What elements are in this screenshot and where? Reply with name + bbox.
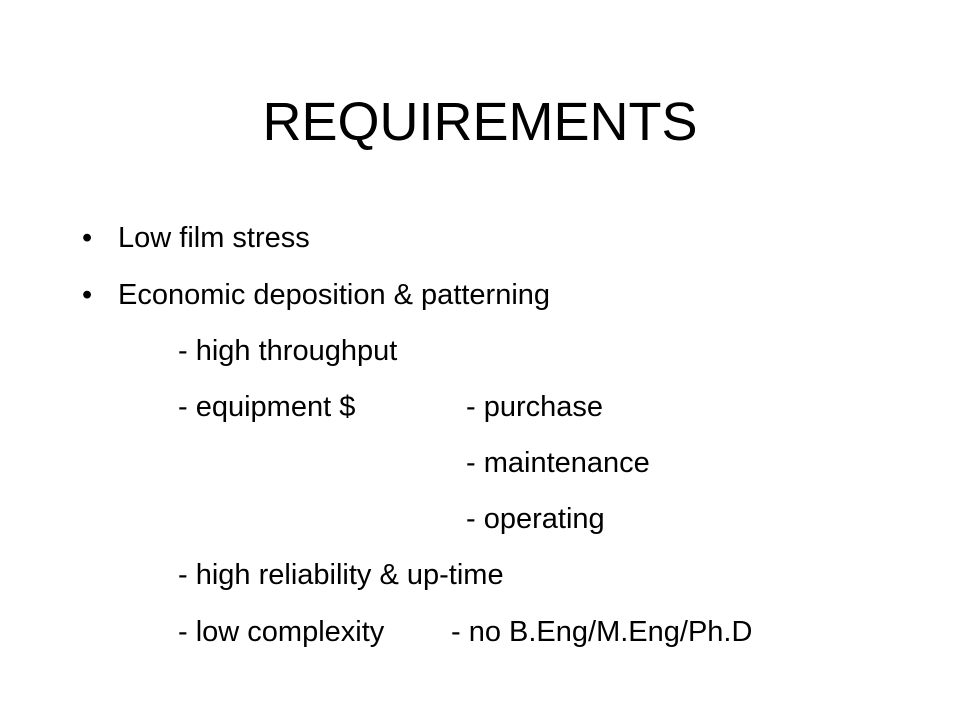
subitem-maintenance: - maintenance: [466, 447, 650, 479]
subitem-high-reliability: - high reliability & up-time: [178, 559, 504, 591]
slide-title: REQUIREMENTS: [262, 92, 698, 152]
subitem-high-throughput: - high throughput: [178, 335, 398, 367]
subitem-low-complexity: - low complexity: [178, 616, 385, 648]
subitem-operating: - operating: [466, 503, 605, 535]
bullet-icon: •: [82, 279, 93, 311]
subitem-purchase: - purchase: [466, 391, 604, 423]
bullet-item-low-film-stress: Low film stress: [118, 222, 310, 254]
subitem-equipment: - equipment $: [178, 391, 356, 423]
bullet-icon: •: [82, 222, 93, 254]
bullet-item-economic-deposition: Economic deposition & patterning: [118, 279, 551, 311]
subitem-no-degrees: - no B.Eng/M.Eng/Ph.D: [451, 616, 753, 648]
